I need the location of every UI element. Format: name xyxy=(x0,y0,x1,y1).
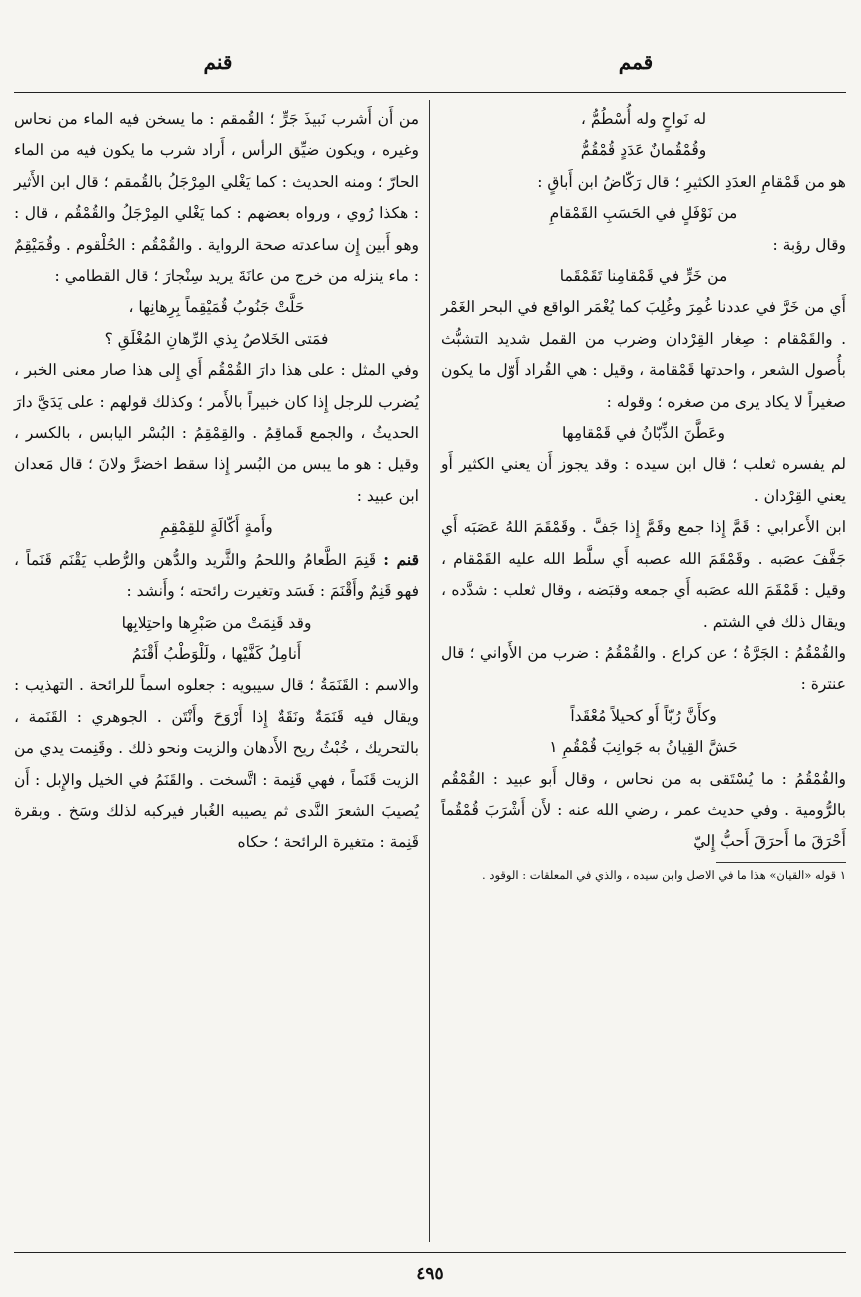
verse-line xyxy=(441,732,846,763)
verse-line xyxy=(441,261,846,292)
header-left-word: قنم xyxy=(203,50,233,74)
text-paragraph xyxy=(14,104,419,292)
text-paragraph xyxy=(441,638,846,701)
verse-text: فمَتى الخَلاصُ بِذي الرِّهانِ المُغْلَقِ ؟ xyxy=(104,329,329,348)
text-paragraph xyxy=(14,355,419,512)
verse-line xyxy=(14,292,419,323)
verse-text: له نَواحٍ وله أُسْطُمُّ ، xyxy=(580,110,707,128)
paragraph-text: قَنِمَ الطَّعامُ واللحمُ والثَّريد والدُّهن والرُّطب يَقْنَم قَنَماً ، فهو قَنِمٌ وأَقْنَمَ : فَسَد وتغيرت رائحته ؛ وأَنشد : xyxy=(14,550,419,601)
right-column xyxy=(441,104,846,885)
text-paragraph xyxy=(441,230,846,261)
verse-line xyxy=(441,104,846,135)
paragraph-text: وقال رؤبة : xyxy=(772,235,846,254)
verse-line xyxy=(14,324,419,355)
text-paragraph xyxy=(441,512,846,638)
text-paragraph xyxy=(441,764,846,858)
paragraph-text: لم يفسره ثعلب ؛ قال ابن سيده : وقد يجوز أَن يعني الكثير أَو يعني القِرْدان . xyxy=(441,455,846,505)
verse-text: من نَوْفَلٍ في الحَسَبِ القَمْقامِ xyxy=(549,204,738,223)
verse-text: وقد قَنِمَتْ من صَبْرِها واحتِلابِها xyxy=(121,613,312,632)
text-paragraph xyxy=(14,544,419,608)
verse-line xyxy=(14,512,419,543)
header-right-word: قمم xyxy=(618,50,654,74)
entry-headword: قنم : xyxy=(383,549,419,569)
verse-line xyxy=(441,701,846,732)
verse-text: من خَرٍّ في قَمْقامِنا تَقَمْقَما xyxy=(559,267,728,286)
verse-text: أَنامِلُ كَفَّيْها ، ولَلْوَطْبُ أَقْنَمُ xyxy=(131,644,302,663)
bottom-rule xyxy=(14,1252,846,1253)
verse-text: وكأَنَّ رُبّاً أَو كحيلاً مُعْقَداً xyxy=(570,706,717,725)
text-paragraph xyxy=(441,449,846,512)
paragraph-text: والقُمْقُمُ : ما يُسْتَقى به من نحاس ، وقال أَبو عبيد : القُمْقُم بالرُّومية . وفي حديث عمر ، رضي الله عنه : لأَن أَشْرَبَ قُمْقُماً أَحْرَقَ ما أَحرَقَ أَحبُّ إِليّ xyxy=(441,769,846,851)
left-column xyxy=(14,104,419,859)
verse-text: وقُمْقُمانٌ عَدَدٍ قُمْقُمُّ xyxy=(580,141,707,160)
text-paragraph xyxy=(441,292,846,418)
verse-text: وعَطَّنَ الذِّبّانُ في قَمْقامِها xyxy=(561,424,726,443)
text-paragraph xyxy=(441,167,846,198)
verse-text: حَلَّتْ جَنُوبُ قُمَيْقِماً بِرِهانِها ، xyxy=(128,298,305,317)
paragraph-text: من أَن أَشرب نَبيذَ جَرٍّ ؛ القُمقم : ما يسخن فيه الماء من نحاس وغيره ، ويكون ضيِّق الرأس ، أَراد شرب ما يكون فيه من الماء الحارّ ؛ ومنه الحديث : كما يَغْلي المِرْجَلُ بالقُمقم ؛ قال ابن الأَثير : هكذا رُوي ، ورواه بعضهم : كما يَغْلي المِرْجَلُ والقُمْقُم ، قال : وهو أَبين إِن ساعدته صحة الرواية . والقُمْقُم : الحُلْقوم . وقُمَيْقِمٌ : ماء ينزله من خرج من عانَةَ يريد سِنْجارَ ؛ قال القطامي : xyxy=(14,110,419,286)
verse-text: حَشَّ القِيانُ به جَوانِبَ قُمْقُمِ ١ xyxy=(549,738,738,757)
paragraph-text: والقُمْقُمُ : الجَرَّةُ ؛ عن كراع . والقُمْقُمُ : ضرب من الأَواني ؛ قال عنترة : xyxy=(441,643,846,694)
column-divider xyxy=(429,100,430,1242)
verse-line xyxy=(441,418,846,449)
text-paragraph xyxy=(14,670,419,858)
footnote-rule xyxy=(716,862,846,863)
paragraph-text: والاسم : القَنَمَةُ ؛ قال سيبويه : جعلوه اسماً للرائحة . التهذيب : ويقال فيه قَنَمَةٌ ونَقَةٌ إِذا أَرْوَحَ وأَنْتَن . الجوهري : القَنَمة ، بالتحريك ، خُبْثُ ريح الأَدهان والزيت ونحو ذلك . وقَنِمت يدي من الزيت قَنَماً ، فهي قَنِمة : اتَّسخت . والقَنَمُ في الخيل والإِبل : أَن يُصيبَ الشعرَ النَّدى ثم يصيبه الغُبار فيركبه لذلك وسَخ . وبقرة قَنِمة : متغيرة الرائحة ؛ حكاه xyxy=(14,676,419,852)
verse-line xyxy=(441,198,846,229)
paragraph-text: ابن الأَعرابي : قَمَّ إِذا جمع وقَمَّ إِذا جَفَّ . وقَمْقَمَ اللهُ عَصَبَه أَي جَفَّفَ عصَبه . وقَمْقَمَ الله عصبه أَي سلَّط الله عليه القَمْقام ، وقيل : قَمْقَمَ الله عصَبه أَي جمعه وقبَضه ، وقال ثعلب : شدَّده ، ويقال ذلك في الشتم . xyxy=(441,518,846,631)
verse-line xyxy=(441,135,846,166)
verse-line xyxy=(14,608,419,639)
paragraph-text: هو من قَمْقامِ العدَدِ الكثيرِ ؛ قال رَكّاضُ ابن أَباقٍ : xyxy=(537,172,846,191)
paragraph-text: أَي من خَرَّ في عددنا غُمِرَ وغُلِبَ كما يُغْمَر الواقع في البحر الغَمْر . والقَمْقام : صِغار القِرْدان وضرب من القمل شديد التشبُّث بأُصول الشعر ، واحدتها قَمْقامة ، وقيل : هي القُراد أَوّل ما يكون صغيراً لا يكاد يرى من صغره ؛ وقوله : xyxy=(441,298,846,411)
paragraph-text: وفي المثل : على هذا دارَ القُمْقُم أَي إِلى هذا صار معنى الخبر ، يُضرب للرجل إِذا كان خبيراً بالأَمر ؛ وكذلك قولهم : على يَدَيَّ دارَ الحديثُ ، والجمع قَماقِمُ . والقِمْقِمُ : البُسْر اليابس ، بالكسر ، وقيل : هو ما يبس من البُسر إِذا سقط اخضرَّ ولانَ ؛ قال مَعدان ابن عبيد : xyxy=(14,361,419,505)
top-rule xyxy=(14,92,846,93)
verse-line xyxy=(14,639,419,670)
page-number: ٤٩٥ xyxy=(416,1264,444,1284)
verse-text: وأَمةٍ أَكّالَةٍ للقِمْقِمِ xyxy=(160,518,273,537)
footnote: ١ قوله «القيان» هذا ما في الاصل وابن سيده ، والذي في المعلقات : الوقود . xyxy=(482,867,846,882)
